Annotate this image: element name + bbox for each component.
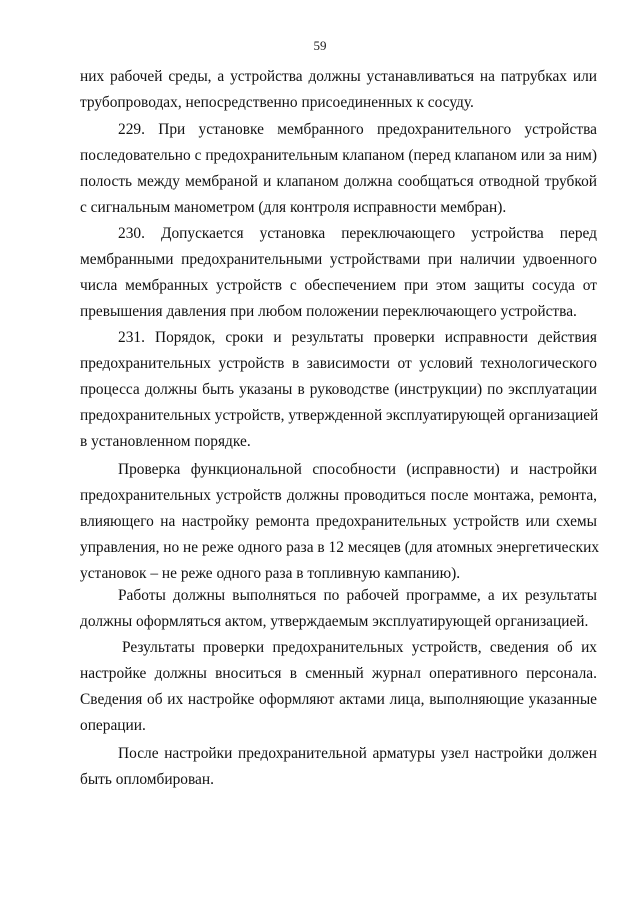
- text-line: влияющего на настройку ремонта предохранительных устройств или схемы: [80, 513, 597, 530]
- text-line: операции.: [80, 717, 146, 734]
- text-line: предохранительных устройств в зависимости от условий технологического: [80, 355, 597, 372]
- text-line: быть опломбирован.: [80, 771, 214, 788]
- page-number: 59: [313, 38, 327, 53]
- text-line: настройке должны вноситься в сменный журнал оперативного персонала.: [80, 665, 597, 682]
- text-line: предохранительных устройств, утвержденной эксплуатирующей организацией: [80, 407, 599, 424]
- text-line: предохранительных устройств должны проводиться после монтажа, ремонта,: [80, 487, 597, 504]
- text-line: числа мембранных устройств с обеспечением при этом защиты сосуда от: [80, 277, 597, 294]
- text-line: трубопроводах, непосредственно присоединенных к сосуду.: [80, 94, 474, 111]
- text-line: 230. Допускается установка переключающего устройства перед: [118, 225, 597, 242]
- text-line: управления, но не реже одного раза в 12 месяцев (для атомных энергетических: [80, 539, 600, 556]
- text-line: Работы должны выполняться по рабочей программе, а их результаты: [118, 587, 597, 604]
- text-line: процесса должны быть указаны в руководстве (инструкции) по эксплуатации: [80, 381, 597, 398]
- text-line: 231. Порядок, сроки и результаты проверки исправности действия: [118, 329, 597, 346]
- text-line: должны оформляться актом, утверждаемым эксплуатирующей организацией.: [80, 613, 589, 630]
- text-line: превышения давления при любом положении переключающего устройства.: [80, 303, 577, 320]
- text-line: Сведения об их настройке оформляют актами лица, выполняющие указанные: [80, 691, 597, 708]
- text-line: них рабочей среды, а устройства должны устанавливаться на патрубках или: [80, 68, 597, 85]
- text-line: полость между мембраной и клапаном должна сообщаться отводной трубкой: [80, 173, 597, 190]
- text-line: с сигнальным манометром (для контроля исправности мембран).: [80, 199, 507, 216]
- text-line: Проверка функциональной способности (исправности) и настройки: [118, 461, 597, 478]
- text-line: Результаты проверки предохранительных устройств, сведения об их: [122, 639, 597, 656]
- text-line: После настройки предохранительной арматуры узел настройки должен: [118, 745, 597, 762]
- text-line: в установленном порядке.: [80, 433, 251, 450]
- text-line: последовательно с предохранительным клапаном (перед клапаном или за ним): [80, 147, 597, 164]
- text-line: мембранными предохранительными устройствами при наличии удвоенного: [80, 251, 597, 268]
- text-line: 229. При установке мембранного предохранительного устройства: [118, 121, 597, 138]
- text-line: установок – не реже одного раза в топливную кампанию).: [80, 565, 461, 582]
